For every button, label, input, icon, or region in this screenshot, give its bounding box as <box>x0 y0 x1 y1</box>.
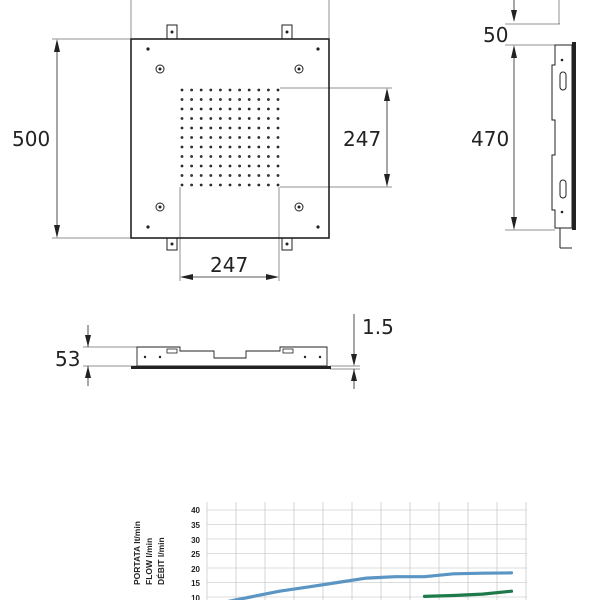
nozzle-dot <box>191 137 193 139</box>
nozzle-dot <box>220 99 222 101</box>
nozzle-dot <box>248 137 250 139</box>
side-view <box>505 0 576 248</box>
nozzle-dot <box>268 184 270 186</box>
nozzle-dot <box>220 118 222 120</box>
nozzle-dot <box>200 146 202 148</box>
nozzle-dot <box>181 108 183 110</box>
nozzle-dot <box>229 118 231 120</box>
nozzle-dot <box>239 118 241 120</box>
dim-front-inner-width: 247 <box>210 253 249 277</box>
nozzle-dot <box>277 89 279 91</box>
nozzle-dot <box>268 137 270 139</box>
nozzle-dot <box>181 127 183 129</box>
nozzle-dot <box>210 175 212 177</box>
dim-bottom-height: 53 <box>55 347 81 371</box>
nozzle-dot <box>229 137 231 139</box>
nozzle-dot <box>277 146 279 148</box>
nozzle-dot <box>200 127 202 129</box>
nozzle-dot <box>210 108 212 110</box>
nozzle-dot <box>200 108 202 110</box>
dim-side-top: 50 <box>483 23 509 47</box>
y-label-it: PORTATA lt/min <box>132 521 142 585</box>
nozzle-dot <box>248 146 250 148</box>
y-tick-15: 15 <box>191 579 200 588</box>
nozzle-dot <box>258 137 260 139</box>
nozzle-dot <box>258 156 260 158</box>
nozzle-dot <box>258 89 260 91</box>
flow-chart <box>132 502 527 600</box>
bottom-view <box>83 314 360 389</box>
nozzle-dot <box>248 165 250 167</box>
front-view <box>52 0 392 281</box>
nozzle-dot <box>200 156 202 158</box>
nozzle-dot <box>220 156 222 158</box>
nozzle-dot <box>229 127 231 129</box>
nozzle-dot <box>239 127 241 129</box>
y-tick-40: 40 <box>191 506 200 515</box>
nozzle-dot <box>220 146 222 148</box>
nozzle-dot <box>210 165 212 167</box>
nozzle-dot <box>191 165 193 167</box>
nozzle-dot <box>229 156 231 158</box>
nozzle-dot <box>220 175 222 177</box>
nozzle-dot <box>248 127 250 129</box>
nozzle-dot <box>210 118 212 120</box>
nozzle-dot <box>248 118 250 120</box>
nozzle-dot <box>200 118 202 120</box>
screw-icons <box>146 47 319 228</box>
nozzle-dot <box>258 118 260 120</box>
nozzle-dot <box>200 175 202 177</box>
nozzle-dot <box>239 146 241 148</box>
nozzle-dot <box>258 127 260 129</box>
nozzle-dot <box>200 184 202 186</box>
nozzle-dot <box>239 99 241 101</box>
nozzle-dot <box>277 165 279 167</box>
nozzle-dot <box>248 175 250 177</box>
nozzle-dot <box>258 108 260 110</box>
nozzle-dot <box>200 99 202 101</box>
nozzle-dot <box>248 156 250 158</box>
nozzle-dot <box>268 165 270 167</box>
y-tick-20: 20 <box>191 565 200 574</box>
nozzle-dot <box>268 156 270 158</box>
nozzle-dot <box>277 156 279 158</box>
nozzle-dot <box>277 108 279 110</box>
nozzle-dot <box>268 127 270 129</box>
nozzle-dot <box>229 165 231 167</box>
nozzle-dot <box>210 89 212 91</box>
y-label-fr: DÉBIT l/min <box>156 537 166 585</box>
nozzle-dot <box>258 175 260 177</box>
nozzle-dot <box>191 108 193 110</box>
chart-grid <box>207 502 527 600</box>
nozzle-dot <box>229 108 231 110</box>
nozzle-dot <box>258 146 260 148</box>
nozzle-dot <box>181 184 183 186</box>
nozzle-dot <box>191 89 193 91</box>
nozzle-dot <box>220 89 222 91</box>
nozzle-grid <box>181 89 279 186</box>
nozzle-dot <box>210 127 212 129</box>
nozzle-dot <box>239 108 241 110</box>
nozzle-dot <box>220 127 222 129</box>
nozzle-dot <box>239 137 241 139</box>
nozzle-dot <box>229 184 231 186</box>
nozzle-dot <box>220 165 222 167</box>
nozzle-dot <box>258 184 260 186</box>
nozzle-dot <box>220 184 222 186</box>
nozzle-dot <box>191 99 193 101</box>
nozzle-dot <box>181 137 183 139</box>
nozzle-dot <box>191 127 193 129</box>
nozzle-dot <box>210 137 212 139</box>
nozzle-dot <box>277 175 279 177</box>
nozzle-dot <box>210 156 212 158</box>
nozzle-dot <box>200 89 202 91</box>
nozzle-dot <box>191 156 193 158</box>
nozzle-dot <box>268 146 270 148</box>
nozzle-dot <box>181 175 183 177</box>
nozzle-dot <box>191 146 193 148</box>
nozzle-dot <box>229 146 231 148</box>
nozzle-dot <box>191 175 193 177</box>
nozzle-dot <box>277 137 279 139</box>
nozzle-dot <box>239 165 241 167</box>
y-tick-10: 10 <box>191 594 200 600</box>
nozzle-dot <box>210 99 212 101</box>
nozzle-dot <box>191 118 193 120</box>
y-tick-30: 30 <box>191 536 200 545</box>
dim-front-height: 500 <box>12 127 51 151</box>
dim-side-height: 470 <box>471 127 510 151</box>
nozzle-dot <box>277 118 279 120</box>
nozzle-dot <box>181 156 183 158</box>
nozzle-dot <box>229 89 231 91</box>
nozzle-dot <box>239 184 241 186</box>
nozzle-dot <box>277 184 279 186</box>
nozzle-dot <box>258 99 260 101</box>
nozzle-dot <box>248 89 250 91</box>
chart-y-axis-labels <box>132 521 166 585</box>
nozzle-dot <box>268 175 270 177</box>
nozzle-dot <box>181 99 183 101</box>
nozzle-dot <box>210 146 212 148</box>
nozzle-dot <box>248 184 250 186</box>
nozzle-dot <box>181 89 183 91</box>
y-label-en: FLOW l/min <box>144 537 154 585</box>
nozzle-dot <box>239 89 241 91</box>
nozzle-dot <box>239 156 241 158</box>
dim-front-inner-height: 247 <box>343 127 382 151</box>
nozzle-dot <box>200 137 202 139</box>
nozzle-dot <box>181 165 183 167</box>
nozzle-dot <box>268 89 270 91</box>
nozzle-dot <box>277 127 279 129</box>
nozzle-dot <box>181 118 183 120</box>
nozzle-dot <box>248 108 250 110</box>
nozzle-dot <box>268 99 270 101</box>
nozzle-dot <box>268 108 270 110</box>
nozzle-dot <box>258 165 260 167</box>
nozzle-dot <box>229 175 231 177</box>
nozzle-dot <box>210 184 212 186</box>
chart-y-tick-labels <box>191 506 200 600</box>
nozzle-dot <box>220 108 222 110</box>
nozzle-dot <box>181 146 183 148</box>
nozzle-dot <box>229 99 231 101</box>
nozzle-dot <box>239 175 241 177</box>
nozzle-dot <box>277 99 279 101</box>
dim-bottom-thickness: 1.5 <box>362 315 394 339</box>
nozzle-dot <box>248 99 250 101</box>
nozzle-dot <box>191 184 193 186</box>
y-tick-25: 25 <box>191 550 200 559</box>
nozzle-dot <box>200 165 202 167</box>
nozzle-dot <box>268 118 270 120</box>
y-tick-35: 35 <box>191 521 200 530</box>
side-plate <box>572 42 576 230</box>
nozzle-dot <box>220 137 222 139</box>
